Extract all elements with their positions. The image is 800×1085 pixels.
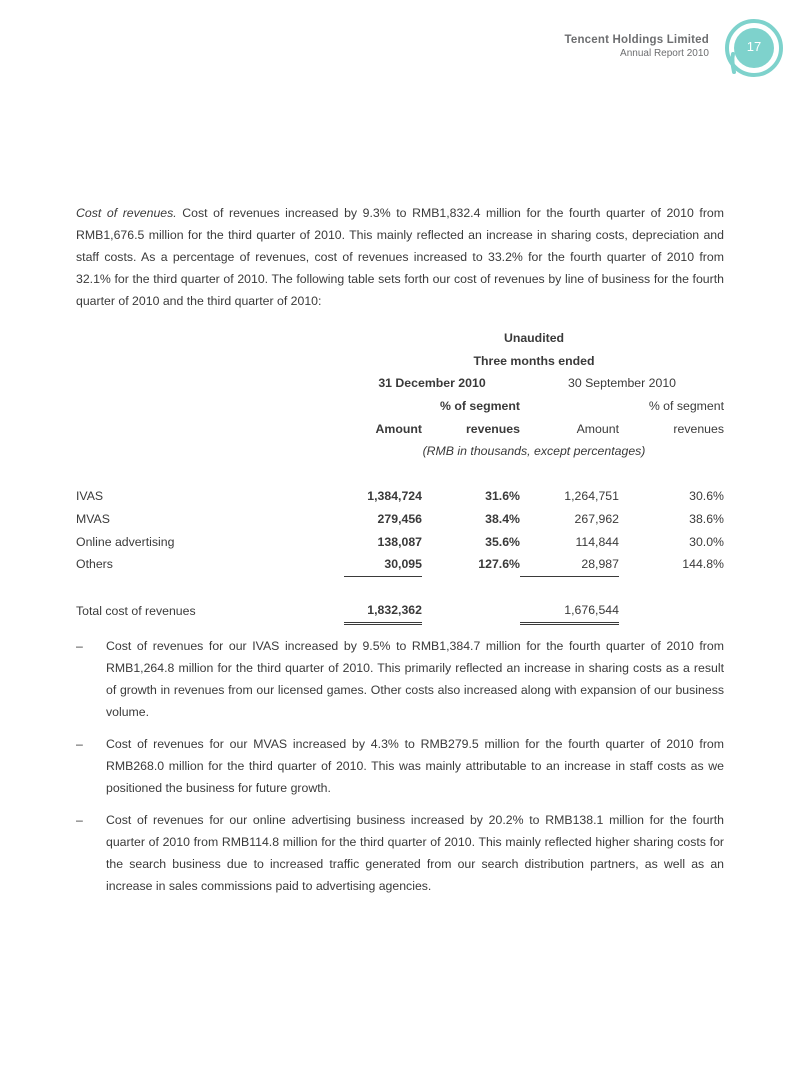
list-item <box>76 809 724 897</box>
company-name: Tencent Holdings Limited <box>564 34 709 46</box>
amount-q3: 28,987 <box>520 553 619 576</box>
pct-q3: 144.8% <box>682 557 724 572</box>
list-item <box>76 733 724 799</box>
amount-q3: 267,962 <box>574 512 619 527</box>
header-row-unaudited <box>76 327 724 350</box>
list-item <box>76 635 724 723</box>
intro-paragraph <box>76 202 724 312</box>
cost-of-revenues-table <box>76 327 724 625</box>
revenues-header-1: revenues <box>465 421 520 436</box>
period2-label: 30 September 2010 <box>567 376 677 391</box>
pct-segment-header-2: % of segment <box>648 399 724 414</box>
total-label: Total cost of revenues <box>76 604 196 619</box>
table-row <box>76 508 724 531</box>
page-number: 17 <box>746 39 762 54</box>
amount-q4: 1,384,724 <box>367 489 422 504</box>
pct-q3: 30.6% <box>689 489 724 504</box>
header-row-dates <box>76 372 724 395</box>
bullet-dash: – <box>76 736 83 751</box>
running-header <box>564 34 709 59</box>
amount-header-1: Amount <box>375 421 422 436</box>
units-note: (RMB in thousands, except percentages) <box>422 444 646 459</box>
amount-q4: 138,087 <box>377 534 422 549</box>
bullet-text: Cost of revenues for our online advertising business increased by 20.2% to RMB138.1 million for the fourth quarter of 2010 from RMB114.8 million for the third quarter of 2010. This mainly reflected higher sharing costs for the search business due to increased traffic generated from our search distribution partners, as well as an increase in sales commissions paid to advertising agencies. <box>106 812 724 893</box>
pct-q3: 30.0% <box>689 534 724 549</box>
header-row-period <box>76 350 724 373</box>
total-row <box>76 599 724 623</box>
amount-header-2: Amount <box>576 421 619 436</box>
total-amount-q4: 1,832,362 <box>344 599 422 623</box>
header-row-segment <box>76 395 724 418</box>
amount-q3: 114,844 <box>575 534 619 549</box>
pct-q4: 127.6% <box>478 557 520 572</box>
report-title: Annual Report 2010 <box>620 48 709 59</box>
bullet-dash: – <box>76 812 83 827</box>
pct-q4: 35.6% <box>485 534 520 549</box>
table-row <box>76 553 724 576</box>
revenues-header-2: revenues <box>673 421 724 436</box>
intro-text: Cost of revenues increased by 9.3% to RMB1,832.4 million for the fourth quarter of 2010 from RMB1,676.5 million for the third quarter of 2010. This mainly reflected an increase in sharing costs, depreciation and staff costs. As a percentage of revenues, cost of revenues increased to 33.2% for the fourth quarter of 2010 from 32.1% for the third quarter of 2010. The following table sets forth our cost of revenues by line of business for the fourth quarter of 2010 and the third quarter of 2010: <box>76 206 724 308</box>
main-content <box>76 202 724 907</box>
three-months-label: Three months ended <box>473 353 595 368</box>
row-label: MVAS <box>76 512 110 527</box>
row-label: Others <box>76 557 113 572</box>
pct-segment-header-1: % of segment <box>440 399 520 414</box>
row-label: Online advertising <box>76 534 175 549</box>
pct-q4: 31.6% <box>485 489 520 504</box>
bullet-dash: – <box>76 638 83 653</box>
units-row <box>76 440 724 463</box>
row-label: IVAS <box>76 489 104 504</box>
period1-label: 31 December 2010 <box>378 376 486 391</box>
table-row <box>76 485 724 508</box>
unaudited-label: Unaudited <box>503 331 565 346</box>
header-row-columns <box>76 417 724 440</box>
bullet-text: Cost of revenues for our MVAS increased by 4.3% to RMB279.5 million for the fourth quarter of 2010 from RMB268.0 million for the third quarter of 2010. This was mainly attributable to an increase in staff costs as we positioned the business for future growth. <box>106 736 724 795</box>
pct-q3: 38.6% <box>689 512 724 527</box>
bullet-list <box>76 635 724 897</box>
bullet-text: Cost of revenues for our IVAS increased by 9.5% to RMB1,384.7 million for the fourth quarter of 2010 from RMB1,264.8 million for the third quarter of 2010. This primarily reflected an increase in sharing costs as a result of growth in revenues from our licensed games. Other costs also increased along with expansion of our business volume. <box>106 638 724 719</box>
amount-q4: 30,095 <box>344 553 422 576</box>
total-amount-q3: 1,676,544 <box>520 599 619 623</box>
amount-q4: 279,456 <box>377 512 422 527</box>
table-row <box>76 530 724 553</box>
amount-q3: 1,264,751 <box>564 489 619 504</box>
intro-lead: Cost of revenues. <box>76 206 177 220</box>
pct-q4: 38.4% <box>485 512 520 527</box>
